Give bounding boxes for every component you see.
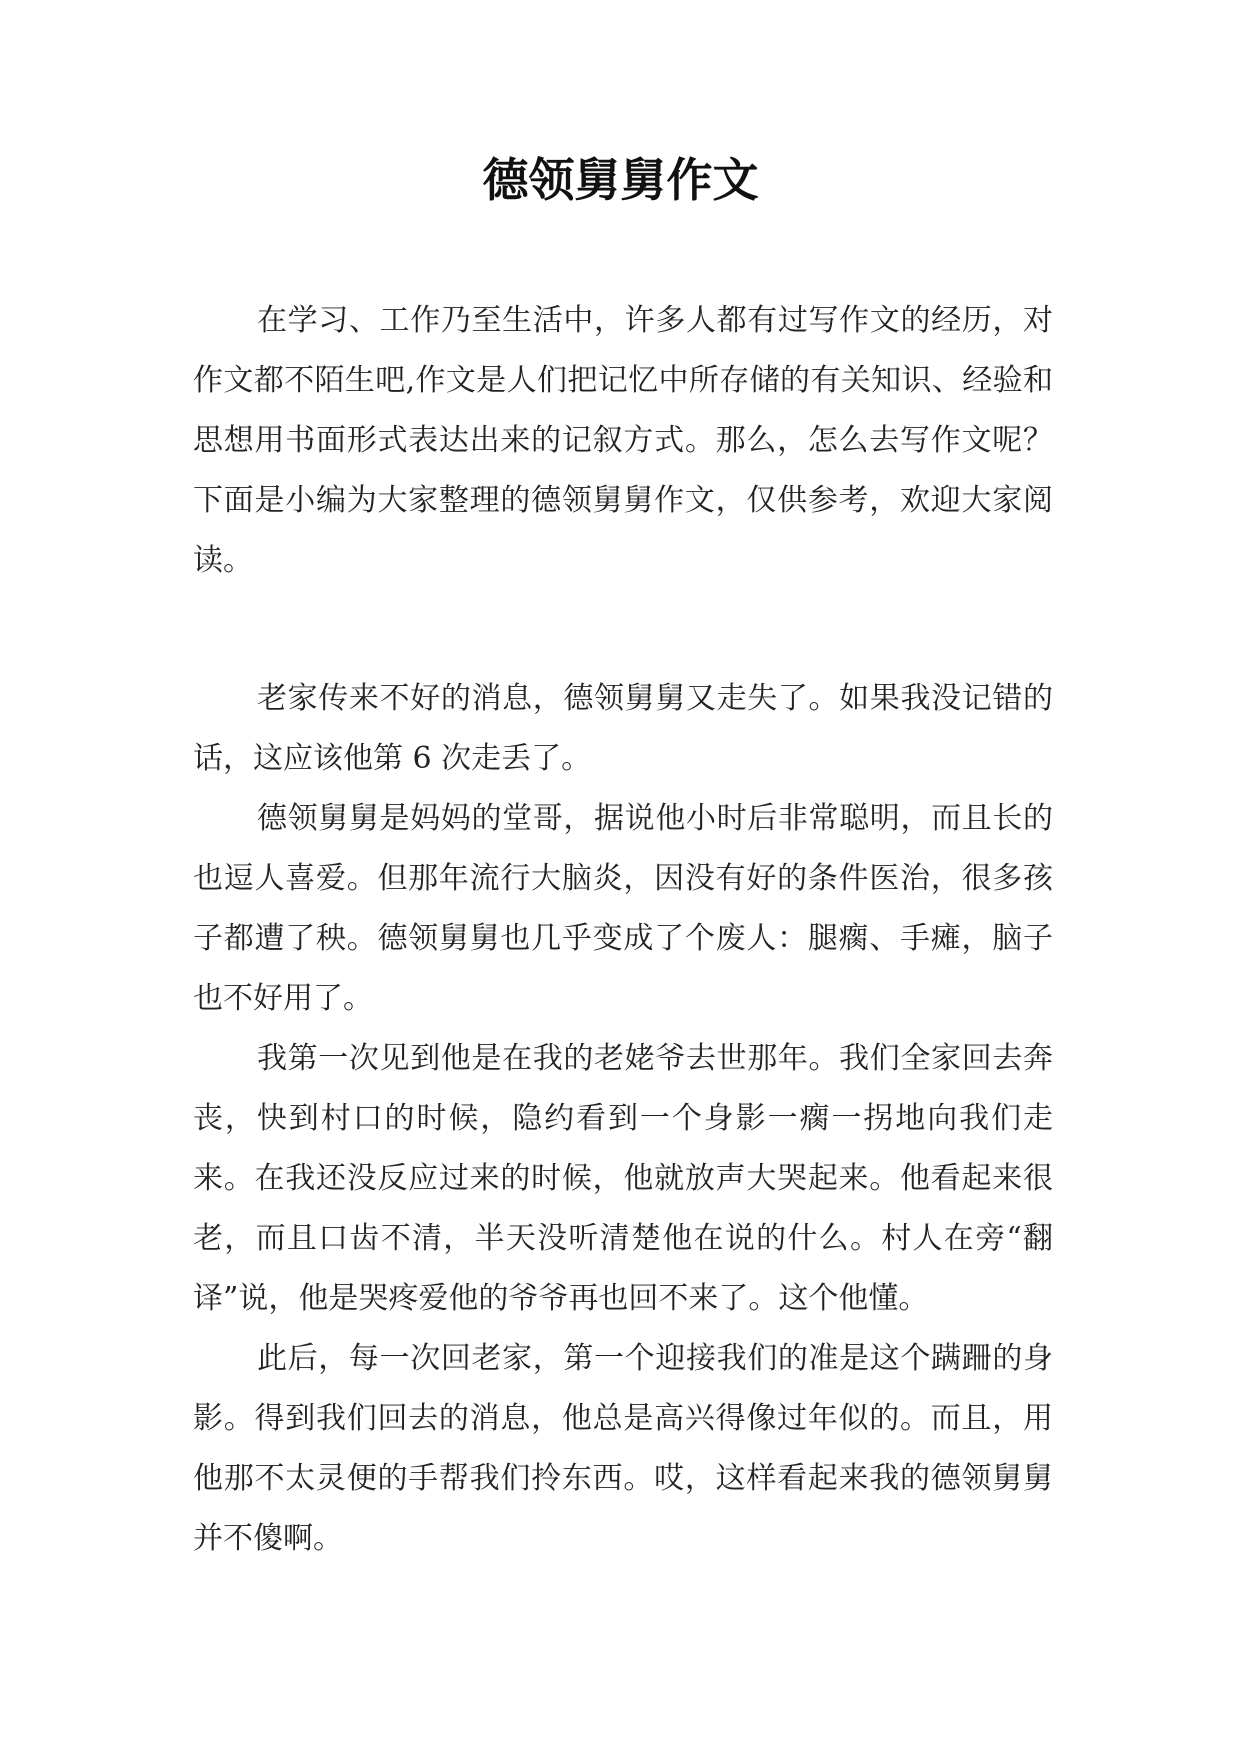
page-title: 德领舅舅作文 [482,153,759,207]
intro-paragraph: 在学习、工作乃至生活中，许多人都有过写作文的经历，对作文都不陌生吧,作文是人们把记忆中所存储的有关知识、经验和思想用书面形式表达出来的记叙方式。那么，怎么去写作文呢？下面是小编为大家整理的德领舅舅作文，仅供参考，欢迎大家阅读。 [193,303,1053,578]
body-paragraph: 德领舅舅是妈妈的堂哥，据说他小时后非常聪明，而且长的也逗人喜爱。但那年流行大脑炎，因没有好的条件医治，很多孩子都遭了秧。德领舅舅也几乎变成了个废人：腿瘸、手瘫，脑子也不好用了。 [193,801,1053,1016]
body-paragraph: 老家传来不好的消息，德领舅舅又走失了。如果我没记错的话，这应该他第 6 次走丢了。 [193,681,1053,776]
article-body [193,291,1053,1569]
body-paragraph: 此后，每一次回老家，第一个迎接我们的准是这个蹒跚的身影。得到我们回去的消息，他总是高兴得像过年似的。而且，用他那不太灵便的手帮我们拎东西。哎，这样看起来我的德领舅舅并不傻啊。 [193,1341,1053,1556]
body-paragraph: 我第一次见到他是在我的老姥爷去世那年。我们全家回去奔丧，快到村口的时候，隐约看到一个身影一瘸一拐地向我们走来。在我还没反应过来的时候，他就放声大哭起来。他看起来很老，而且口齿不清，半天没听清楚他在说的什么。村人在旁“翻译”说，他是哭疼爱他的爷爷再也回不来了。这个他懂。 [193,1041,1053,1316]
